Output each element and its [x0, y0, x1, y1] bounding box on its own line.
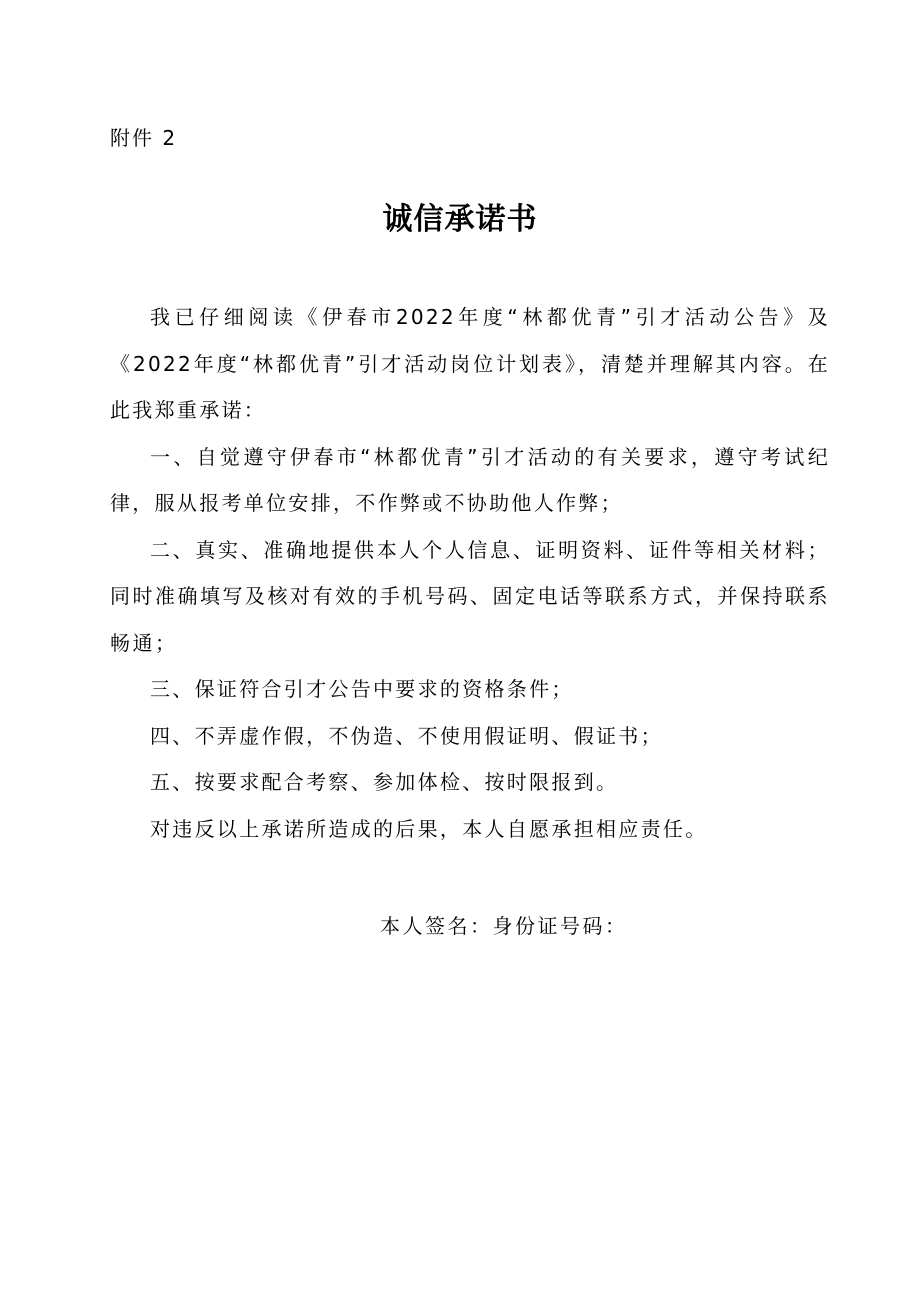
intro-paragraph: 我已仔细阅读《伊春市2022年度“林都优青”引才活动公告》及《2022年度“林都优青”引才活动岗位计划表》，清楚并理解其内容。在此我郑重承诺： — [110, 305, 830, 422]
document-title: 诚信承诺书 — [382, 202, 538, 237]
document-body — [110, 294, 830, 852]
commitment-item-4: 四、不弄虚作假，不伪造、不使用假证明、假证书； — [150, 723, 663, 748]
attachment-label: 附件 2 — [110, 126, 178, 150]
commitment-item-3: 三、保证符合引才公告中要求的资格条件； — [150, 677, 574, 701]
signature-line: 本人签名：身份证号码： — [380, 914, 628, 938]
closing-paragraph: 对违反以上承诺所造成的后果，本人自愿承担相应责任。 — [150, 816, 708, 841]
commitment-item-1: 一、自觉遵守伊春市“林都优青”引才活动的有关要求，遵守考试纪律，服从报考单位安排，不作弊或不协助他人作弊； — [110, 444, 830, 515]
commitment-item-2: 二、真实、准确地提供本人个人信息、证明资料、证件等相关材料；同时准确填写及核对有效的手机号码、固定电话等联系方式，并保持联系畅通； — [110, 537, 830, 655]
commitment-item-5: 五、按要求配合考察、参加体检、按时限报到。 — [150, 770, 619, 794]
